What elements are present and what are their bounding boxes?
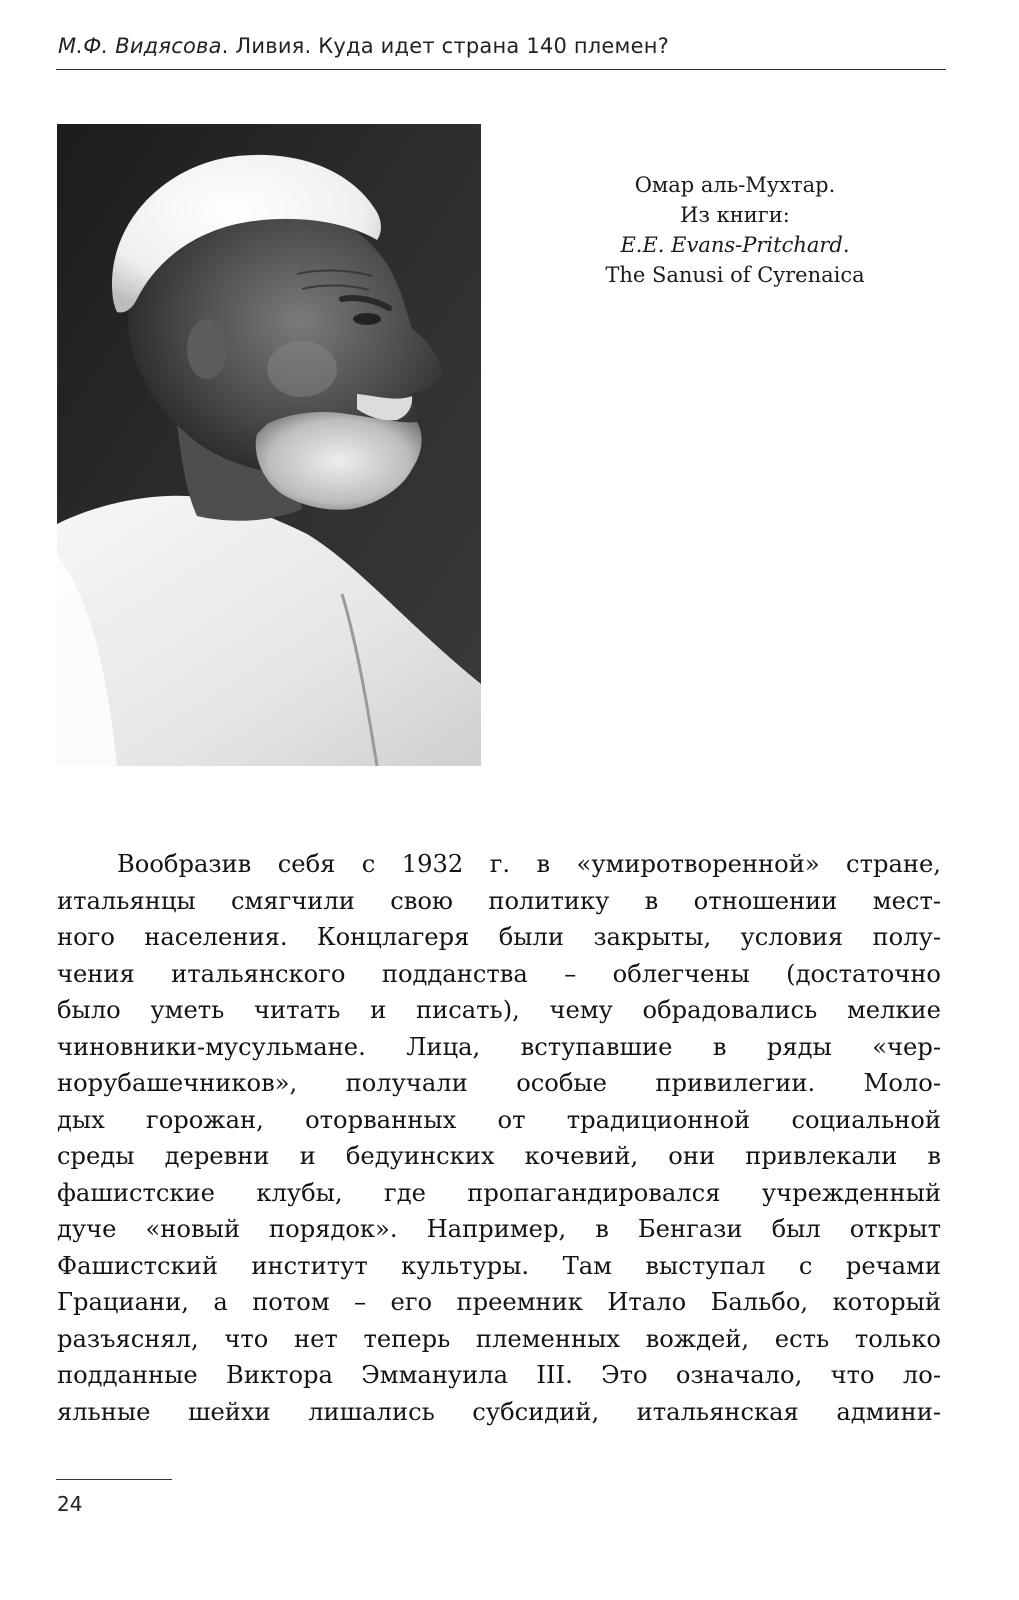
page-number: 24 [57,1492,83,1516]
portrait-photo-graphic [57,124,481,766]
body-line: ного населения. Концлагеря были закрыты, условия полу- [57,923,941,951]
header-rule [56,69,946,70]
body-line: было уметь читать и писать), чему обрадовались мелкие [57,996,941,1024]
body-line: итальянцы смягчили свою политику в отношении мест- [57,886,941,915]
body-line: чения итальянского подданства – облегчены (достаточно [57,959,941,988]
caption-line-3: E.E. Evans-Pritchard. [620,233,850,257]
body-line: Вообразив себя с 1932 г. в «умиротворенной» стране, [117,850,941,878]
body-line: дуче «новый порядок». Например, в Бенгази был открыт [57,1215,941,1243]
running-head-title: . Ливия. Куда идет страна 140 племен? [221,34,669,58]
body-line: яльные шейхи лишались субсидий, итальянская админи- [57,1397,941,1426]
caption-line-4: The Sanusi of Cyrenaica [605,263,865,287]
body-line: фашистские клубы, где пропагандировался учрежденный [57,1178,941,1207]
portrait-photo [57,124,481,766]
footer-rule [56,1479,172,1480]
body-line: подданные Виктора Эммануила III. Это означало, что ло- [57,1361,941,1389]
body-line: Грациани, а потом – его преемник Итало Бальбо, который [57,1288,941,1316]
body-line: разъяснял, что нет теперь племенных вождей, есть только [57,1324,941,1353]
body-line: Фашистский институт культуры. Там выступал с речами [57,1251,941,1280]
running-head [58,34,948,58]
photo-caption [535,170,935,290]
body-line: дых горожан, оторванных от традиционной социальной [57,1105,941,1134]
caption-line-2: Из книги: [680,203,790,227]
body-line: чиновники-мусульмане. Лица, вступавшие в ряды «чер- [57,1032,941,1061]
caption-line-1: Омар аль-Мухтар. [634,173,836,197]
body-line: среды деревни и бедуинских кочевий, они привлекали в [57,1142,941,1170]
running-head-author: М.Ф. Видясова [58,34,222,58]
body-line: норубашечников», получали особые привилегии. Моло- [57,1069,941,1097]
body-paragraph [57,846,941,1430]
